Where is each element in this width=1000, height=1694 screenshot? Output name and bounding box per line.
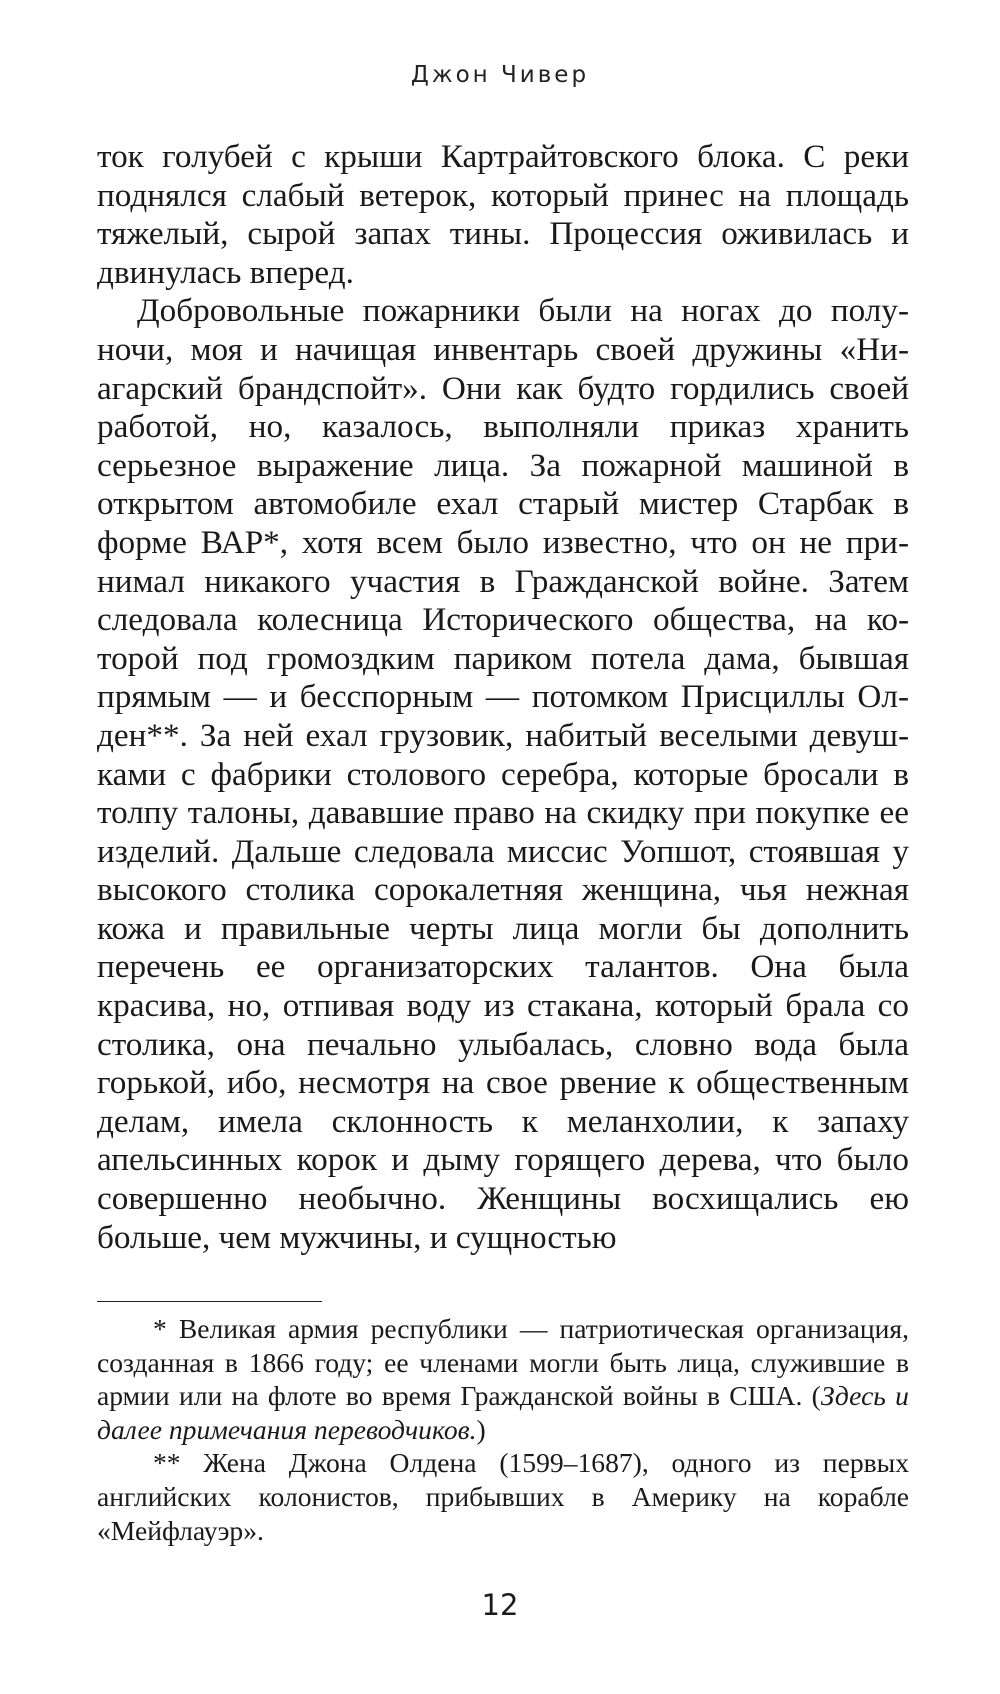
footnote-1-text: * Великая армия республики — патриотическая организация, созданная в 1866 году; ее членами могли быть лица, служившие в армии или на флоте во время Гражданской войны в США. (	[97, 1313, 909, 1412]
footnotes	[97, 1312, 909, 1547]
running-title: Джон Чивер	[410, 62, 590, 88]
footnote-1-italic: Здесь и далее примечания переводчиков.	[97, 1380, 909, 1445]
page-number: 12	[481, 1588, 519, 1622]
paragraph: ток голубей с крыши Картрайтовского блока. С реки поднялся слабый ветерок, который принес на площадь тяжелый, сырой запах тины. Процессия оживилась и двинулась вперед.	[97, 138, 909, 291]
footnote-2: ** Жена Джона Олдена (1599–1687), одного из первых английских колонистов, прибывших в Америку на корабле «Мейфлауэр».	[97, 1447, 909, 1546]
footnote-divider	[97, 1301, 322, 1302]
footnote-1	[97, 1312, 909, 1446]
footnote-1-close: )	[476, 1413, 486, 1445]
paragraph: Добровольные пожарники были на ногах до полуночи, моя и начищая инвентарь своей дружины «Ниагарский брандспойт». Они как будто гордились своей работой, но, казалось, выполняли приказ хранить серьезное выражение лица. За пожарной машиной в открытом автомобиле ехал старый мистер Старбак в форме ВАР*, хотя всем было известно, что он не принимал никакого участия в Гражданской войне. Затем следовала колесница Исторического общества, на которой под громоздким париком потела дама, бывшая прямым — и бесспорным — потомком Присциллы Олден**. За ней ехал грузовик, набитый веселыми девушками с фабрики столового серебра, которые бросали в толпу талоны, дававшие право на скидку при покупке ее изделий. Дальше следовала миссис Уопшот, стоявшая у высокого столика сорокалетняя женщина, чья нежная кожа и правильные черты лица могли бы дополнить перечень ее организаторских талантов. Она была красива, но, отпивая воду из стакана, который брала со столика, она печально улыбалась, словно вода была горькой, ибо, несмотря на свое рвение к общественным делам, имела склонность к меланхолии, к запаху апельсинных корок и дыму горящего дерева, что было совершенно необычно. Женщины восхищались ею больше, чем мужчины, и сущностью	[97, 292, 909, 1256]
main-text	[97, 138, 909, 1257]
